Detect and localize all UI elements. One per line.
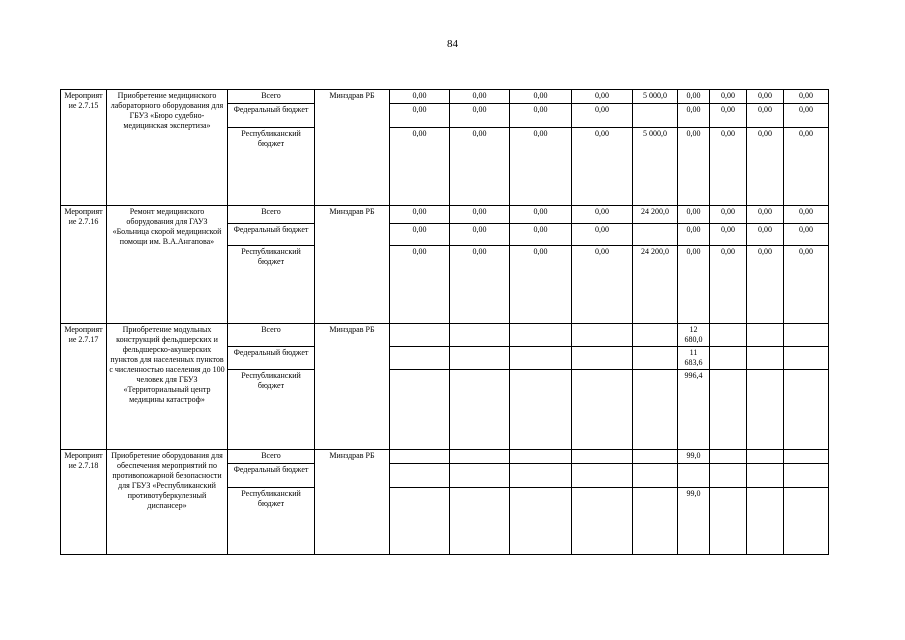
value-cell: 0,00 — [784, 224, 829, 246]
value-cell — [450, 370, 510, 450]
funding-source: Федеральный бюджет — [228, 347, 315, 370]
value-cell: 0,00 — [390, 224, 450, 246]
value-cell — [510, 450, 572, 464]
value-cell: 0,00 — [747, 246, 784, 324]
value-cell: 0,00 — [678, 90, 710, 104]
funding-source: Всего — [228, 450, 315, 464]
value-cell — [784, 324, 829, 347]
value-cell: 0,00 — [510, 90, 572, 104]
value-cell: 0,00 — [572, 206, 633, 224]
value-cell — [710, 370, 747, 450]
value-cell: 0,00 — [572, 224, 633, 246]
funding-source: Республиканский бюджет — [228, 128, 315, 206]
value-cell — [784, 450, 829, 464]
value-cell: 0,00 — [678, 128, 710, 206]
table-row — [61, 90, 829, 104]
value-cell: 99,0 — [678, 488, 710, 555]
table-row — [61, 324, 829, 347]
value-cell: 0,00 — [450, 90, 510, 104]
value-cell — [747, 450, 784, 464]
value-cell — [450, 347, 510, 370]
value-cell: 0,00 — [784, 104, 829, 128]
value-cell — [784, 347, 829, 370]
value-cell: 0,00 — [510, 224, 572, 246]
event-label: Мероприятие 2.7.16 — [61, 206, 107, 324]
value-cell: 0,00 — [710, 246, 747, 324]
value-cell: 0,00 — [747, 224, 784, 246]
value-cell — [450, 450, 510, 464]
value-cell: 0,00 — [572, 104, 633, 128]
funding-source: Всего — [228, 206, 315, 224]
value-cell — [633, 464, 678, 488]
value-cell — [747, 324, 784, 347]
event-executor: Минздрав РБ — [315, 90, 390, 206]
event-label: Мероприятие 2.7.17 — [61, 324, 107, 450]
value-cell — [450, 488, 510, 555]
funding-source: Республиканский бюджет — [228, 370, 315, 450]
value-cell — [572, 488, 633, 555]
value-cell — [633, 347, 678, 370]
funding-source: Республиканский бюджет — [228, 246, 315, 324]
value-cell: 0,00 — [747, 128, 784, 206]
value-cell — [510, 324, 572, 347]
value-cell: 0,00 — [390, 104, 450, 128]
value-cell — [450, 464, 510, 488]
value-cell: 0,00 — [450, 246, 510, 324]
value-cell — [747, 370, 784, 450]
funding-source: Республиканский бюджет — [228, 488, 315, 555]
value-cell: 0,00 — [784, 128, 829, 206]
value-cell: 0,00 — [678, 246, 710, 324]
value-cell: 0,00 — [710, 104, 747, 128]
event-name: Приобретение медицинского лабораторного оборудования для ГБУЗ «Бюро судебно-медицинская экспертиза» — [107, 90, 228, 206]
value-cell — [710, 324, 747, 347]
value-cell: 0,00 — [572, 246, 633, 324]
value-cell: 0,00 — [784, 90, 829, 104]
value-cell — [572, 324, 633, 347]
event-label: Мероприятие 2.7.15 — [61, 90, 107, 206]
value-cell: 0,00 — [450, 128, 510, 206]
value-cell: 24 200,0 — [633, 246, 678, 324]
table-row — [61, 450, 829, 464]
value-cell — [633, 224, 678, 246]
value-cell — [390, 450, 450, 464]
value-cell: 0,00 — [678, 104, 710, 128]
value-cell — [390, 347, 450, 370]
value-cell: 0,00 — [710, 90, 747, 104]
funding-source: Федеральный бюджет — [228, 464, 315, 488]
value-cell — [390, 370, 450, 450]
value-cell: 0,00 — [450, 104, 510, 128]
value-cell: 0,00 — [390, 206, 450, 224]
funding-source: Всего — [228, 90, 315, 104]
value-cell: 0,00 — [450, 224, 510, 246]
value-cell — [747, 347, 784, 370]
value-cell — [390, 324, 450, 347]
value-cell — [510, 370, 572, 450]
value-cell — [510, 347, 572, 370]
value-cell — [710, 347, 747, 370]
value-cell: 0,00 — [747, 104, 784, 128]
value-cell — [572, 347, 633, 370]
value-cell — [710, 488, 747, 555]
event-executor: Минздрав РБ — [315, 206, 390, 324]
value-cell: 0,00 — [572, 128, 633, 206]
event-label: Мероприятие 2.7.18 — [61, 450, 107, 555]
value-cell — [390, 464, 450, 488]
value-cell — [572, 370, 633, 450]
event-name: Ремонт медицинского оборудования для ГАУЗ «Больница скорой медицинской помощи им. В.А.Ангапова» — [107, 206, 228, 324]
value-cell: 0,00 — [747, 206, 784, 224]
value-cell — [510, 488, 572, 555]
value-cell — [678, 464, 710, 488]
value-cell — [450, 324, 510, 347]
value-cell — [633, 324, 678, 347]
value-cell — [572, 450, 633, 464]
funding-table — [60, 89, 829, 555]
value-cell: 0,00 — [747, 90, 784, 104]
value-cell: 0,00 — [572, 90, 633, 104]
value-cell — [784, 464, 829, 488]
value-cell: 0,00 — [390, 90, 450, 104]
value-cell: 0,00 — [784, 206, 829, 224]
event-executor: Минздрав РБ — [315, 450, 390, 555]
value-cell — [390, 488, 450, 555]
value-cell — [510, 464, 572, 488]
value-cell: 0,00 — [390, 246, 450, 324]
value-cell: 0,00 — [510, 206, 572, 224]
value-cell — [633, 488, 678, 555]
value-cell: 0,00 — [390, 128, 450, 206]
event-name: Приобретение оборудования для обеспечения мероприятий по противопожарной безопасности для ГБУЗ «Республиканский противотуберкулезный диспансер» — [107, 450, 228, 555]
value-cell — [747, 464, 784, 488]
value-cell: 0,00 — [450, 206, 510, 224]
value-cell: 0,00 — [710, 206, 747, 224]
value-cell — [784, 488, 829, 555]
funding-source: Федеральный бюджет — [228, 224, 315, 246]
value-cell: 0,00 — [510, 104, 572, 128]
value-cell: 11 683,6 — [678, 347, 710, 370]
funding-source: Всего — [228, 324, 315, 347]
page-number: 84 — [447, 38, 458, 50]
value-cell: 0,00 — [510, 246, 572, 324]
event-name: Приобретение модульных конструкций фельдшерских и фельдшерско-акушерских пунктов для населенных пунктов с численностью населения до 100 человек для ГБУЗ «Территориальный центр медицины катастроф» — [107, 324, 228, 450]
value-cell: 0,00 — [710, 224, 747, 246]
value-cell — [572, 464, 633, 488]
value-cell: 5 000,0 — [633, 128, 678, 206]
value-cell: 0,00 — [510, 128, 572, 206]
value-cell — [784, 370, 829, 450]
value-cell: 0,00 — [710, 128, 747, 206]
value-cell: 0,00 — [678, 206, 710, 224]
value-cell: 12 680,0 — [678, 324, 710, 347]
table-row — [61, 206, 829, 224]
value-cell — [710, 450, 747, 464]
value-cell: 5 000,0 — [633, 90, 678, 104]
value-cell: 24 200,0 — [633, 206, 678, 224]
event-executor: Минздрав РБ — [315, 324, 390, 450]
value-cell — [747, 488, 784, 555]
value-cell: 99,0 — [678, 450, 710, 464]
value-cell: 0,00 — [678, 224, 710, 246]
value-cell: 996,4 — [678, 370, 710, 450]
value-cell: 0,00 — [784, 246, 829, 324]
value-cell — [710, 464, 747, 488]
funding-source: Федеральный бюджет — [228, 104, 315, 128]
value-cell — [633, 450, 678, 464]
value-cell — [633, 370, 678, 450]
value-cell — [633, 104, 678, 128]
